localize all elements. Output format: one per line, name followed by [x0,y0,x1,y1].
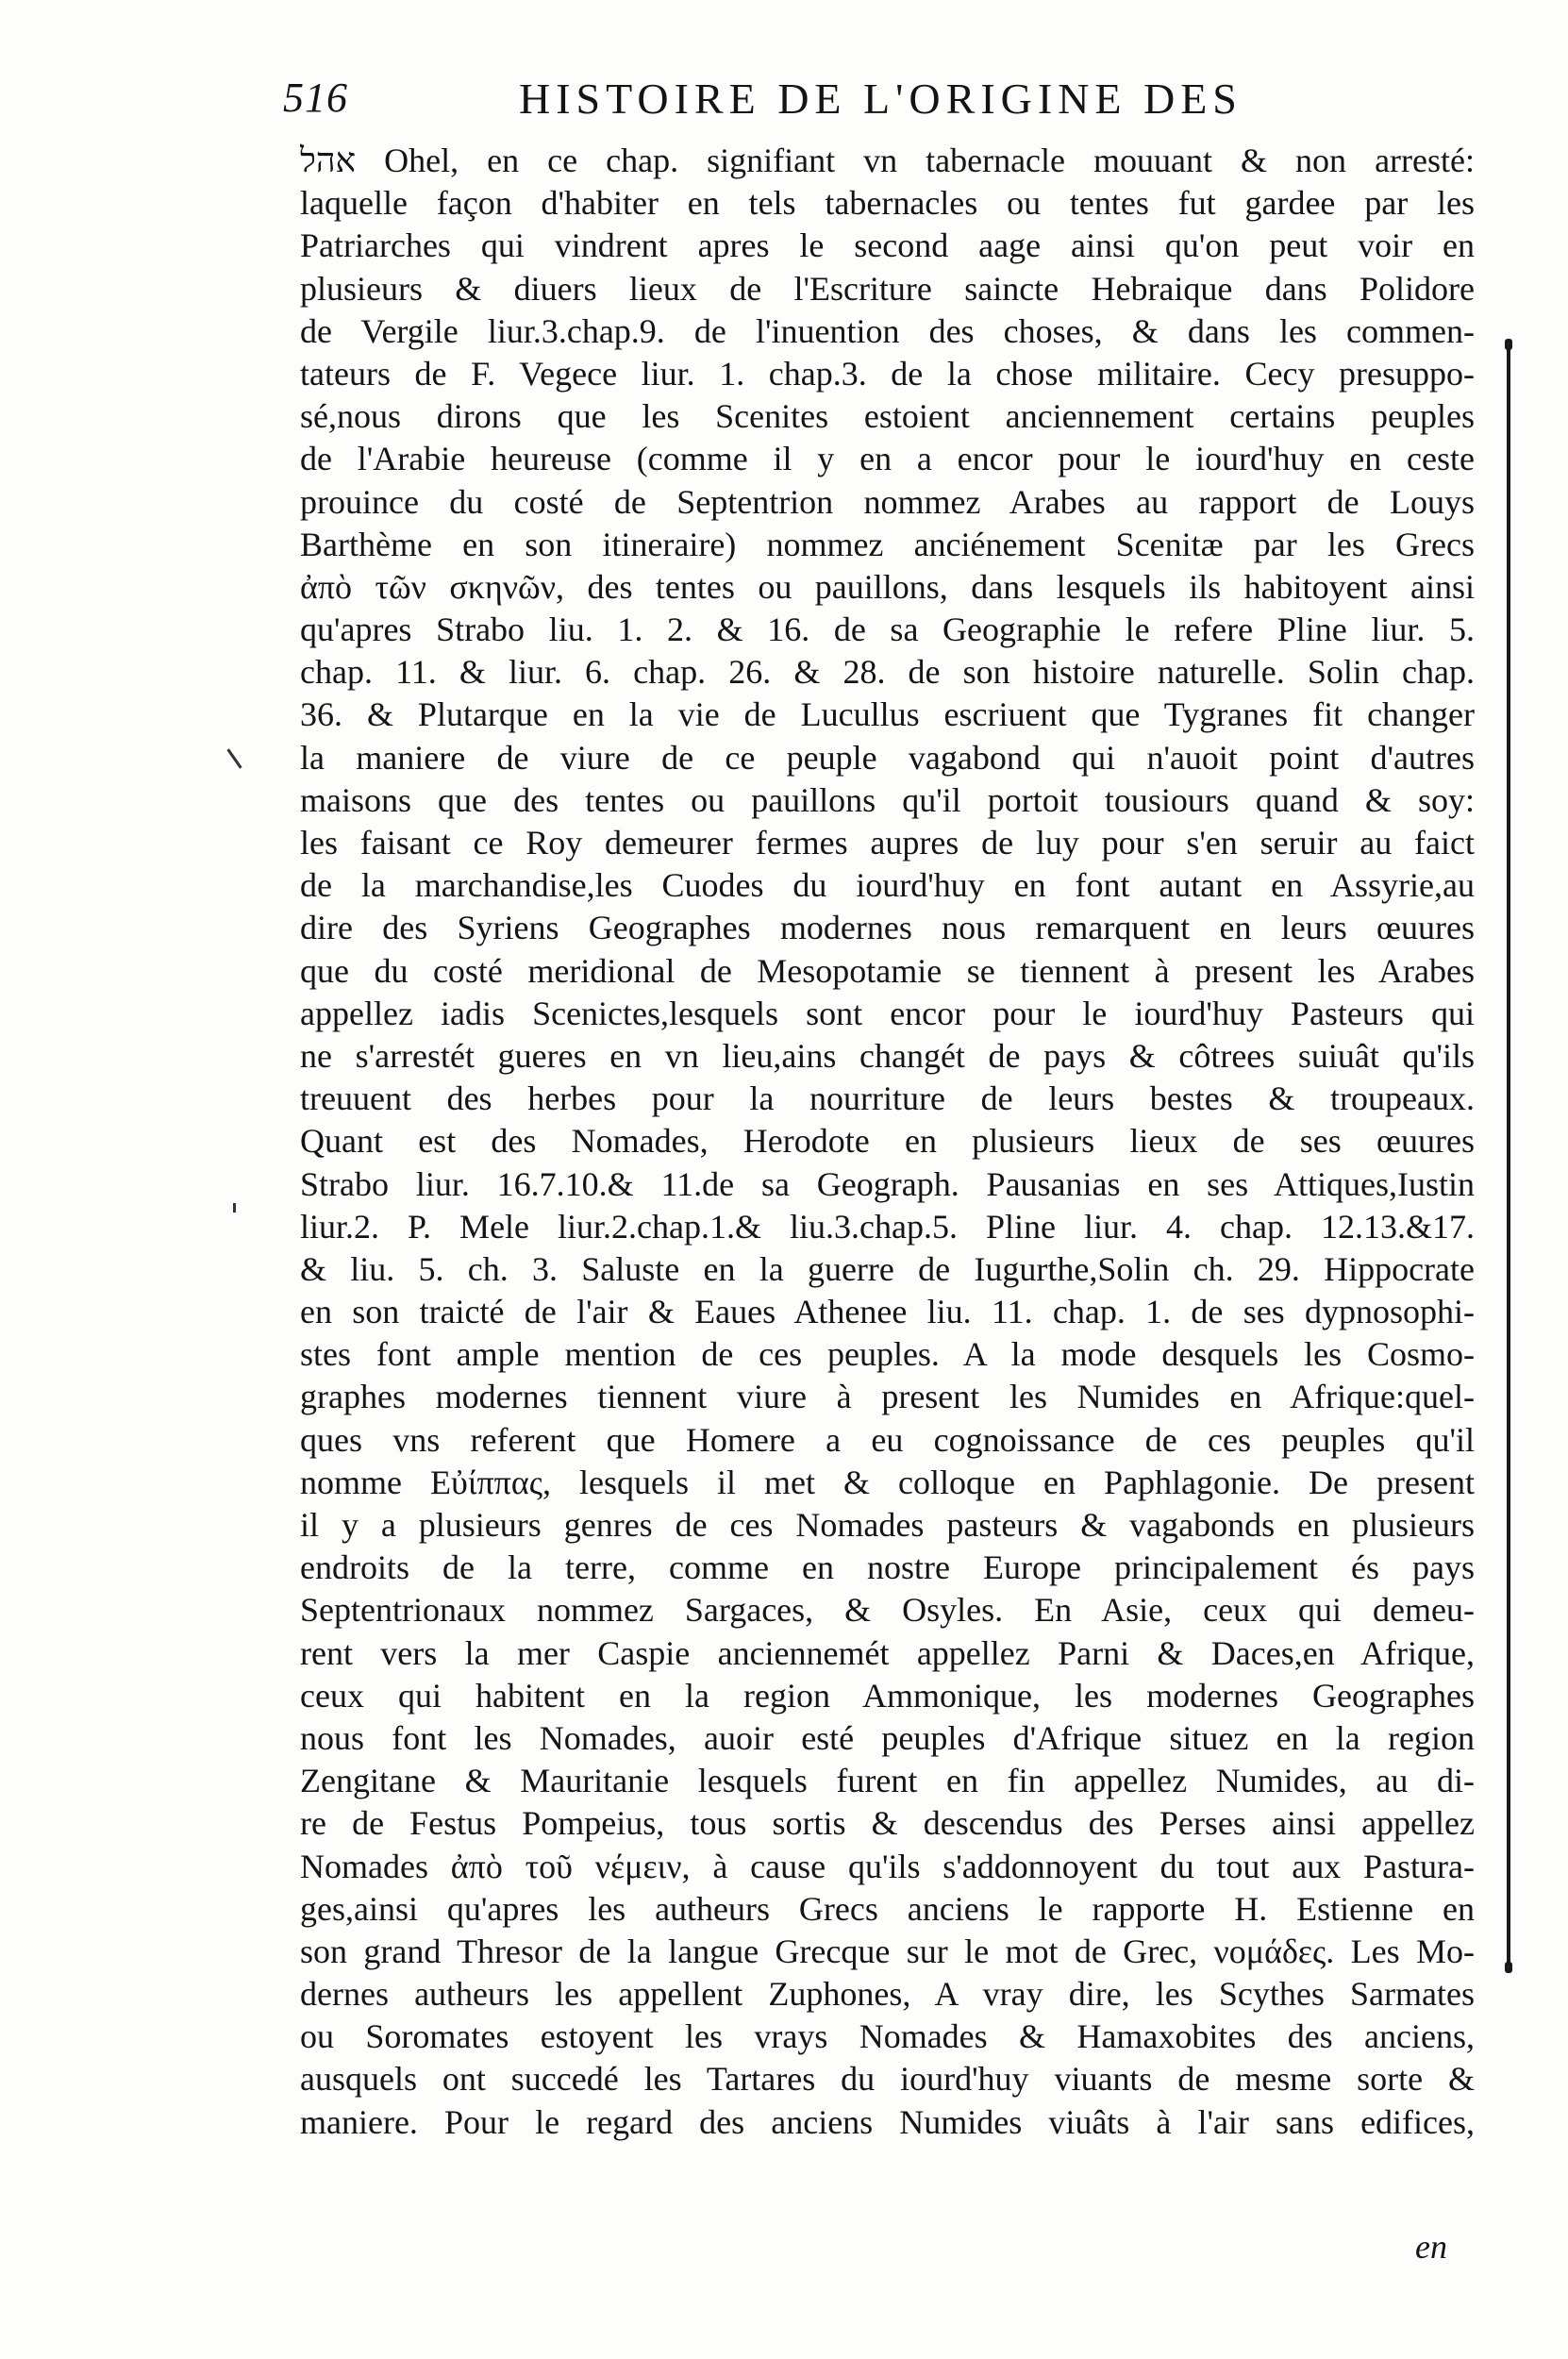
text-line: Septentrionaux nommez Sargaces, & Osyles. En Asie, ceux qui demeu- [300,1591,1475,1630]
text-line: de Vergile liur.3.chap.9. de l'inuention des choses, & dans les commen- [300,311,1475,350]
text-line: ceux qui habitent en la region Ammonique, les modernes Geographes [300,1676,1475,1715]
margin-mark [226,748,242,768]
text-line: & liu. 5. ch. 3. Saluste en la guerre de Iugurthe,Solin ch. 29. Hippocrate [300,1249,1475,1288]
text-line: appellez iadis Scenictes,lesquels sont encor pour le iourd'huy Pasteurs qui [300,994,1475,1032]
text-line: en son traicté de l'air & Eaues Athenee liu. 11. chap. 1. de ses dypnosophi- [300,1293,1475,1331]
catchword: en [1415,2228,1447,2266]
text-line: ou Soromates estoyent les vrays Nomades & Hamaxobites des anciens, [300,2017,1475,2056]
text-line: tateurs de F. Vegece liur. 1. chap.3. de la chose militaire. Cecy presuppo- [300,354,1475,393]
text-line: maniere. Pour le regard des anciens Numides viuâts à l'air sans edifices, [300,2102,1475,2141]
text-line: Strabo liur. 16.7.10.& 11.de sa Geograph. Pausanias en ses Attiques,Iustin [300,1164,1475,1203]
text-line: ne s'arrestét gueres en vn lieu,ains changét de pays & côtrees suiuât qu'ils [300,1036,1475,1075]
text-line: re de Festus Pompeius, tous sortis & descendus des Perses ainsi appellez [300,1804,1475,1843]
text-line: qu'apres Strabo liu. 1. 2. & 16. de sa Geographie le refere Pline liur. 5. [300,611,1475,649]
text-line: chap. 11. & liur. 6. chap. 26. & 28. de son histoire naturelle. Solin chap. [300,653,1475,692]
text-line: ἀπὸ τῶν σκηνῶν, des tentes ou pauillons, dans lesquels ils habitoyent ainsi [300,567,1475,606]
text-line: la maniere de viure de ce peuple vagabond qui n'auoit point d'autres [300,738,1475,777]
text-line: ges,ainsi qu'apres les autheurs Grecs anciens le rapporte H. Estienne en [300,1889,1475,1928]
text-line: de l'Arabie heureuse (comme il y en a encor pour le iourd'huy en ceste [300,440,1475,478]
text-line: liur.2. P. Mele liur.2.chap.1.& liu.3.chap.5. Pline liur. 4. chap. 12.13.&17. [300,1207,1475,1246]
text-line: dire des Syriens Geographes modernes nous remarquent en leurs œuures [300,909,1475,947]
page-header [283,74,1283,140]
margin-mark [233,1203,236,1213]
text-line: dernes autheurs les appellent Zuphones, A vray dire, les Scythes Sarmates [300,1975,1475,2014]
text-line: Nomades ἀπὸ τοῦ νέμειν, à cause qu'ils s'addonnoyent du tout aux Pastura- [300,1847,1475,1885]
text-line: Patriarches qui vindrent apres le second aage ainsi qu'on peut voir en [300,226,1475,265]
text-line: de la marchandise,les Cuodes du iourd'huy en font autant en Assyrie,au [300,866,1475,905]
text-line: les faisant ce Roy demeurer fermes aupres de luy pour s'en seruir au faict [300,824,1475,862]
text-line: plusieurs & diuers lieux de l'Escriture saincte Hebraique dans Polidore [300,269,1475,308]
text-line: nomme Εὐίππας, lesquels il met & colloque en Paphlagonie. De present [300,1463,1475,1501]
text-line: prouince du costé de Septentrion nommez Arabes au rapport de Louys [300,482,1475,521]
text-line: treuuent des herbes pour la nourriture de leurs bestes & troupeaux. [300,1079,1475,1118]
text-line: il y a plusieurs genres de ces Nomades pasteurs & vagabonds en plusieurs [300,1506,1475,1544]
body-text [300,140,1475,2144]
text-line: sé,nous dirons que les Scenites estoient anciennement certains peuples [300,397,1475,436]
text-line: que du costé meridional de Mesopotamie se tiennent à present les Arabes [300,951,1475,990]
text-line: stes font ample mention de ces peuples. A la mode desquels les Cosmo- [300,1335,1475,1374]
text-line: rent vers la mer Caspie anciennemét appellez Parni & Daces,en Afrique, [300,1633,1475,1672]
text-line: Barthème en son itineraire) nommez anciénement Scenitæ par les Grecs [300,525,1475,563]
text-line: ausquels ont succedé les Tartares du iourd'huy viuants de mesme sorte & [300,2060,1475,2099]
text-line: nous font les Nomades, auoir esté peuples d'Afrique situez en la region [300,1718,1475,1757]
text-line: אהל Ohel, en ce chap. signifiant vn tabernacle mouuant & non arresté: [300,142,1475,179]
text-line: maisons que des tentes ou pauillons qu'il portoit tousiours quand & soy: [300,780,1475,819]
text-line: graphes modernes tiennent viure à present les Numides en Afrique:quel- [300,1378,1475,1416]
text-line: endroits de la terre, comme en nostre Europe principalement és pays [300,1548,1475,1587]
page-number: 516 [283,75,348,121]
text-line: ques vns referent que Homere a eu cognoissance de ces peuples qu'il [300,1420,1475,1459]
text-line: laquelle façon d'habiter en tels tabernacles ou tentes fut gardee par les [300,184,1475,223]
text-line: son grand Thresor de la langue Grecque sur le mot de Grec, νομάδες. Les Mo- [300,1932,1475,1970]
text-line: Quant est des Nomades, Herodote en plusieurs lieux de ses œuures [300,1122,1475,1161]
margin-rule [1507,344,1510,1967]
text-line: Zengitane & Mauritanie lesquels furent en fin appellez Numides, au di- [300,1762,1475,1800]
running-head: HISTOIRE DE L'ORIGINE DES [519,75,1243,123]
text-line: 36. & Plutarque en la vie de Lucullus escriuent que Tygranes fit changer [300,695,1475,734]
